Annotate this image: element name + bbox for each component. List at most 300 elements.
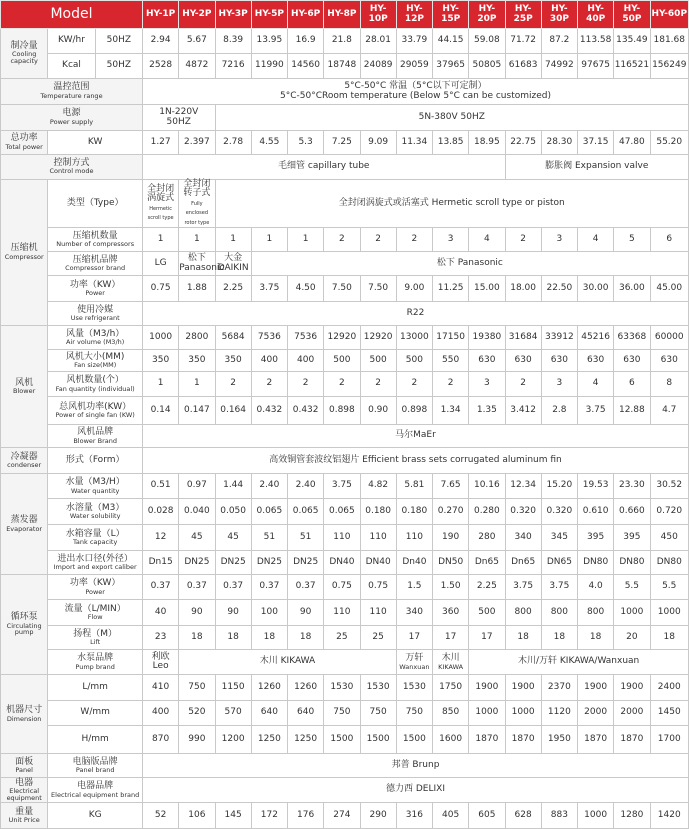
value-cell: 350 [143, 350, 179, 372]
value-cell: 0.75 [143, 276, 179, 302]
value-cell: 2 [324, 228, 360, 252]
panel-row [1, 754, 689, 778]
value-cell: DN80 [614, 551, 650, 575]
value-cell: 110 [396, 525, 432, 551]
value-cell: 5.67 [179, 29, 215, 54]
value-cell: 12920 [324, 326, 360, 350]
value-cell: 350 [215, 350, 251, 372]
unit-label: KW/hr [48, 29, 95, 54]
brand-cell: 万轩 Wanxuan [396, 650, 432, 675]
value-cell: 13.85 [433, 131, 469, 155]
panel-category: 面板 Panel [1, 754, 48, 778]
control-label: 控制方式 Control mode [1, 155, 143, 180]
value-cell: 0.898 [324, 397, 360, 425]
value-cell: 345 [541, 525, 577, 551]
value-cell: 22.50 [541, 276, 577, 302]
value-cell: 0.37 [288, 575, 324, 600]
value-cell: 630 [650, 350, 689, 372]
value-cell: 181.68 [650, 29, 689, 54]
value-cell: 31684 [505, 326, 541, 350]
value-cell: 18 [288, 626, 324, 650]
value-cell: 5.5 [614, 575, 650, 600]
value-cell: 5684 [215, 326, 251, 350]
blower-brand-row [1, 425, 689, 448]
row-label: 形式（Form） [48, 448, 143, 474]
pump-power-row [1, 575, 689, 600]
temp-label: 温控范围 Temperature range [1, 79, 143, 105]
value-cell: 3 [469, 372, 505, 397]
value-cell: 12 [143, 525, 179, 551]
value-cell: 1250 [288, 726, 324, 754]
value-cell: 7.50 [324, 276, 360, 302]
value-cell: 28.30 [541, 131, 577, 155]
value-cell: 0.432 [288, 397, 324, 425]
value-cell: 990 [179, 726, 215, 754]
value-cell: 1530 [324, 675, 360, 701]
value-cell: 18748 [324, 54, 360, 79]
value-cell: DN25 [215, 551, 251, 575]
weight-row [1, 803, 689, 829]
value-cell: 850 [433, 701, 469, 726]
value-cell: 1280 [614, 803, 650, 829]
power-supply-row [1, 105, 689, 131]
value-cell: 2.40 [251, 474, 287, 499]
row-label: 电器品牌 Electrical equipment brand [48, 778, 143, 803]
value-cell: 87.2 [541, 29, 577, 54]
value-cell: 110 [324, 525, 360, 551]
value-cell: 17 [396, 626, 432, 650]
value-cell: 1.27 [143, 131, 179, 155]
value-cell: 450 [650, 525, 689, 551]
temp-value: 5°C-50°C 常温（5°C以下可定制） 5°C-50°CRoom temperature (Below 5°C can be customized) [143, 79, 689, 105]
value-cell: 1450 [650, 701, 689, 726]
value-cell: 750 [396, 701, 432, 726]
compressor-type-row [1, 180, 689, 228]
value-cell: 145 [215, 803, 251, 829]
value-cell: 0.320 [505, 499, 541, 525]
value-cell: 2800 [179, 326, 215, 350]
value-cell: 30.52 [650, 474, 689, 499]
evap-ws-row [1, 499, 689, 525]
value-cell: 4 [578, 228, 614, 252]
value-cell: 18 [650, 626, 689, 650]
value-cell: 2 [360, 372, 396, 397]
value-cell: 2528 [143, 54, 179, 79]
value-cell: 340 [396, 600, 432, 626]
value-cell: 1.5 [396, 575, 432, 600]
value-cell: 110 [360, 600, 396, 626]
value-cell: 400 [251, 350, 287, 372]
value-cell: 550 [433, 350, 469, 372]
row-label: 压缩机数量 Number of compressors [48, 228, 143, 252]
value-cell: 628 [505, 803, 541, 829]
cooling-kw-row [1, 29, 689, 54]
value-cell: 605 [469, 803, 505, 829]
row-label: W/mm [48, 701, 143, 726]
value-cell: 11990 [251, 54, 287, 79]
value-cell: 71.72 [505, 29, 541, 54]
model-name: HY-6P [288, 1, 324, 29]
value-cell: 13000 [396, 326, 432, 350]
model-name: HY-60P [650, 1, 689, 29]
value-cell: 500 [396, 350, 432, 372]
value-cell: 0.065 [324, 499, 360, 525]
value-cell: 97675 [578, 54, 614, 79]
dim-h-row [1, 726, 689, 754]
value-cell: 4 [469, 228, 505, 252]
value-cell: 500 [324, 350, 360, 372]
value-cell: 156249 [650, 54, 689, 79]
value-cell: 16.9 [288, 29, 324, 54]
pump-brand-row [1, 650, 689, 675]
value-cell: 1260 [251, 675, 287, 701]
row-label: H/mm [48, 726, 143, 754]
value-cell: 2 [360, 228, 396, 252]
value-cell: 0.280 [469, 499, 505, 525]
value-cell: 52 [143, 803, 179, 829]
value-cell: DN65 [541, 551, 577, 575]
row-label: 水箱容量（L） Tank capacity [48, 525, 143, 551]
value-cell: 2.94 [143, 29, 179, 54]
value-cell: 24089 [360, 54, 396, 79]
value-cell: 1 [179, 372, 215, 397]
value-cell: 4872 [179, 54, 215, 79]
value-cell: DN25 [288, 551, 324, 575]
value-cell: 274 [324, 803, 360, 829]
control-b: 膨胀阀 Expansion valve [505, 155, 689, 180]
value-cell: 1 [179, 228, 215, 252]
model-name: HY-3P [215, 1, 251, 29]
value-cell: 0.065 [288, 499, 324, 525]
value-cell: 50805 [469, 54, 505, 79]
dim-l-row [1, 675, 689, 701]
value-cell: 90 [215, 600, 251, 626]
value-cell: 59.08 [469, 29, 505, 54]
condenser-category: 冷凝器 condenser [1, 448, 48, 474]
value-cell: 3 [541, 372, 577, 397]
value-cell: 12.88 [614, 397, 650, 425]
blower-category: 风机 Blower [1, 326, 48, 448]
row-label: 水泵品牌 Pump brand [48, 650, 143, 675]
value-cell: 4 [578, 372, 614, 397]
value-cell: 1900 [505, 675, 541, 701]
value-cell: 2370 [541, 675, 577, 701]
row-label: L/mm [48, 675, 143, 701]
value-cell: DN40 [324, 551, 360, 575]
value-cell: 110 [360, 525, 396, 551]
value-cell: 3.412 [505, 397, 541, 425]
unit-label: KW [48, 131, 143, 155]
blower-power-row [1, 397, 689, 425]
value-cell: 1500 [324, 726, 360, 754]
value-cell: 3 [433, 228, 469, 252]
value-cell: 640 [251, 701, 287, 726]
model-name: HY-25P [505, 1, 541, 29]
refrigerant-value: R22 [143, 302, 689, 326]
value-cell: 400 [143, 701, 179, 726]
value-cell: 2 [505, 372, 541, 397]
value-cell: 1 [143, 372, 179, 397]
power-single: 1N-220V 50HZ [143, 105, 216, 131]
row-label: 风机大小(MM) Fan size(MM) [48, 350, 143, 372]
brand-cell: 木川 KIKAWA [433, 650, 469, 675]
value-cell: 500 [469, 600, 505, 626]
electrical-row [1, 778, 689, 803]
value-cell: 17150 [433, 326, 469, 350]
value-cell: 1150 [215, 675, 251, 701]
value-cell: 2000 [578, 701, 614, 726]
value-cell: 1950 [541, 726, 577, 754]
row-label: 风机品牌 Blower Brand [48, 425, 143, 448]
value-cell: 45 [215, 525, 251, 551]
pump-flow-row [1, 600, 689, 626]
value-cell: 1000 [650, 600, 689, 626]
type-cell: 全封闭涡旋式 Hermetic scroll type [143, 180, 179, 228]
value-cell: 21.8 [324, 29, 360, 54]
panel-value: 邦普 Brunp [143, 754, 689, 778]
value-cell: 0.040 [179, 499, 215, 525]
value-cell: 172 [251, 803, 287, 829]
value-cell: 2.397 [179, 131, 215, 155]
row-label: 水量（M3/H） Water quantity [48, 474, 143, 499]
value-cell: 0.720 [650, 499, 689, 525]
value-cell: 290 [360, 803, 396, 829]
value-cell: 22.75 [505, 131, 541, 155]
row-label: 压缩机品牌 Compressor brand [48, 252, 143, 276]
value-cell: 1000 [505, 701, 541, 726]
value-cell: 2.40 [288, 474, 324, 499]
row-label: 总风机功率(KW） Power of single fan (KW) [48, 397, 143, 425]
value-cell: 630 [469, 350, 505, 372]
value-cell: 410 [143, 675, 179, 701]
condenser-value: 高效铜管套波纹铝翅片 Efficient brass sets corrugated aluminum fin [143, 448, 689, 474]
value-cell: 13.95 [251, 29, 287, 54]
power-three: 5N-380V 50HZ [215, 105, 689, 131]
row-label: 风机数量(个） Fan quantity (individual) [48, 372, 143, 397]
value-cell: 37965 [433, 54, 469, 79]
model-name: HY-1P [143, 1, 179, 29]
compressor-num-row [1, 228, 689, 252]
value-cell: 1120 [541, 701, 577, 726]
value-cell: 0.660 [614, 499, 650, 525]
value-cell: 47.80 [614, 131, 650, 155]
value-cell: 12.34 [505, 474, 541, 499]
value-cell: 0.180 [360, 499, 396, 525]
value-cell: 51 [251, 525, 287, 551]
value-cell: 1420 [650, 803, 689, 829]
value-cell: 1.88 [179, 276, 215, 302]
model-name: HY-40P [578, 1, 614, 29]
value-cell: 2.78 [215, 131, 251, 155]
value-cell: 800 [541, 600, 577, 626]
blower-brand-value: 马尔MaEr [143, 425, 689, 448]
value-cell: 23 [143, 626, 179, 650]
value-cell: 0.065 [251, 499, 287, 525]
value-cell: 0.75 [324, 575, 360, 600]
value-cell: 3.75 [505, 575, 541, 600]
value-cell: 870 [143, 726, 179, 754]
value-cell: Dn15 [143, 551, 179, 575]
brand-cell: LG [143, 252, 179, 276]
value-cell: 500 [360, 350, 396, 372]
value-cell: 6 [650, 228, 689, 252]
value-cell: 60000 [650, 326, 689, 350]
value-cell: 395 [614, 525, 650, 551]
unit-label: KG [48, 803, 143, 829]
evaporator-category: 蒸发器 Evaporator [1, 474, 48, 575]
model-name: HY-30P [541, 1, 577, 29]
value-cell: 2.8 [541, 397, 577, 425]
value-cell: 100 [251, 600, 287, 626]
dim-w-row [1, 701, 689, 726]
value-cell: 18 [251, 626, 287, 650]
value-cell: 2 [215, 372, 251, 397]
row-label: 类型（Type） [48, 180, 143, 228]
value-cell: 1250 [251, 726, 287, 754]
value-cell: 5.3 [288, 131, 324, 155]
value-cell: 630 [578, 350, 614, 372]
value-cell: 33912 [541, 326, 577, 350]
value-cell: 4.50 [288, 276, 324, 302]
value-cell: 0.90 [360, 397, 396, 425]
row-label: 进出水口径(外径） Import and export caliber [48, 551, 143, 575]
value-cell: 44.15 [433, 29, 469, 54]
evap-ie-row [1, 551, 689, 575]
value-cell: 18 [541, 626, 577, 650]
value-cell: 61683 [505, 54, 541, 79]
row-label: 风量（M3/h） Air volume (M3/h) [48, 326, 143, 350]
value-cell: 3.75 [251, 276, 287, 302]
value-cell: DN80 [578, 551, 614, 575]
value-cell: 0.270 [433, 499, 469, 525]
value-cell: 360 [433, 600, 469, 626]
cooling-kcal-row [1, 54, 689, 79]
value-cell: 5.5 [650, 575, 689, 600]
value-cell: 1600 [433, 726, 469, 754]
value-cell: 15.20 [541, 474, 577, 499]
value-cell: 1000 [614, 600, 650, 626]
value-cell: 113.58 [578, 29, 614, 54]
value-cell: 340 [505, 525, 541, 551]
value-cell: 1 [251, 228, 287, 252]
value-cell: 20 [614, 626, 650, 650]
pump-lift-row [1, 626, 689, 650]
value-cell: 30.00 [578, 276, 614, 302]
model-name: HY-8P [324, 1, 360, 29]
power-label: 电源 Power supply [1, 105, 143, 131]
value-cell: 28.01 [360, 29, 396, 54]
value-cell: 0.898 [396, 397, 432, 425]
value-cell: 316 [396, 803, 432, 829]
value-cell: 630 [541, 350, 577, 372]
value-cell: 0.164 [215, 397, 251, 425]
model-name: HY-15P [433, 1, 469, 29]
value-cell: 2 [505, 228, 541, 252]
value-cell: 520 [179, 701, 215, 726]
value-cell: 18 [578, 626, 614, 650]
value-cell: 10.16 [469, 474, 505, 499]
value-cell: 40 [143, 600, 179, 626]
row-label: 电脑版品牌 Panel brand [48, 754, 143, 778]
value-cell: 45 [179, 525, 215, 551]
value-cell: DN25 [251, 551, 287, 575]
value-cell: DN80 [650, 551, 689, 575]
value-cell: 116521 [614, 54, 650, 79]
value-cell: 1750 [433, 675, 469, 701]
value-cell: 1000 [469, 701, 505, 726]
value-cell: 37.15 [578, 131, 614, 155]
brand-cell: 木川 KIKAWA [179, 650, 397, 675]
condenser-row [1, 448, 689, 474]
value-cell: Dn40 [396, 551, 432, 575]
control-a: 毛细管 capillary tube [143, 155, 506, 180]
value-cell: 1870 [505, 726, 541, 754]
value-cell: 1260 [288, 675, 324, 701]
value-cell: 1900 [578, 675, 614, 701]
value-cell: 15.00 [469, 276, 505, 302]
evap-wq-row [1, 474, 689, 499]
value-cell: 1 [215, 228, 251, 252]
value-cell: 1.44 [215, 474, 251, 499]
value-cell: 2 [433, 372, 469, 397]
value-cell: 0.432 [251, 397, 287, 425]
value-cell: 750 [179, 675, 215, 701]
value-cell: 36.00 [614, 276, 650, 302]
value-cell: 800 [505, 600, 541, 626]
value-cell: 7.50 [360, 276, 396, 302]
model-name: HY-10P [360, 1, 396, 29]
value-cell: 800 [578, 600, 614, 626]
model-header: Model [1, 1, 143, 29]
blower-air-row [1, 326, 689, 350]
value-cell: 135.49 [614, 29, 650, 54]
value-cell: 405 [433, 803, 469, 829]
compressor-brand-row [1, 252, 689, 276]
value-cell: 5 [614, 228, 650, 252]
value-cell: 570 [215, 701, 251, 726]
value-cell: 400 [288, 350, 324, 372]
value-cell: 19380 [469, 326, 505, 350]
value-cell: Dn65 [469, 551, 505, 575]
value-cell: 8.39 [215, 29, 251, 54]
compressor-category: 压缩机 Compressor [1, 180, 48, 326]
value-cell: 5.81 [396, 474, 432, 499]
type-cell: 全封闭转子式 Fully enclosed rotor type [179, 180, 215, 228]
value-cell: 0.610 [578, 499, 614, 525]
value-cell: 1900 [614, 675, 650, 701]
value-cell: 1530 [360, 675, 396, 701]
value-cell: 19.53 [578, 474, 614, 499]
value-cell: DN40 [360, 551, 396, 575]
model-name: HY-50P [614, 1, 650, 29]
model-name: HY-20P [469, 1, 505, 29]
value-cell: 2 [324, 372, 360, 397]
value-cell: 7.65 [433, 474, 469, 499]
value-cell: 7.25 [324, 131, 360, 155]
value-cell: 17 [433, 626, 469, 650]
value-cell: 3.75 [541, 575, 577, 600]
value-cell: 29059 [396, 54, 432, 79]
value-cell: 176 [288, 803, 324, 829]
value-cell: 0.51 [143, 474, 179, 499]
value-cell: 1870 [614, 726, 650, 754]
value-cell: 4.82 [360, 474, 396, 499]
value-cell: 630 [614, 350, 650, 372]
value-cell: 0.37 [251, 575, 287, 600]
value-cell: 11.34 [396, 131, 432, 155]
value-cell: 106 [179, 803, 215, 829]
value-cell: 1530 [396, 675, 432, 701]
